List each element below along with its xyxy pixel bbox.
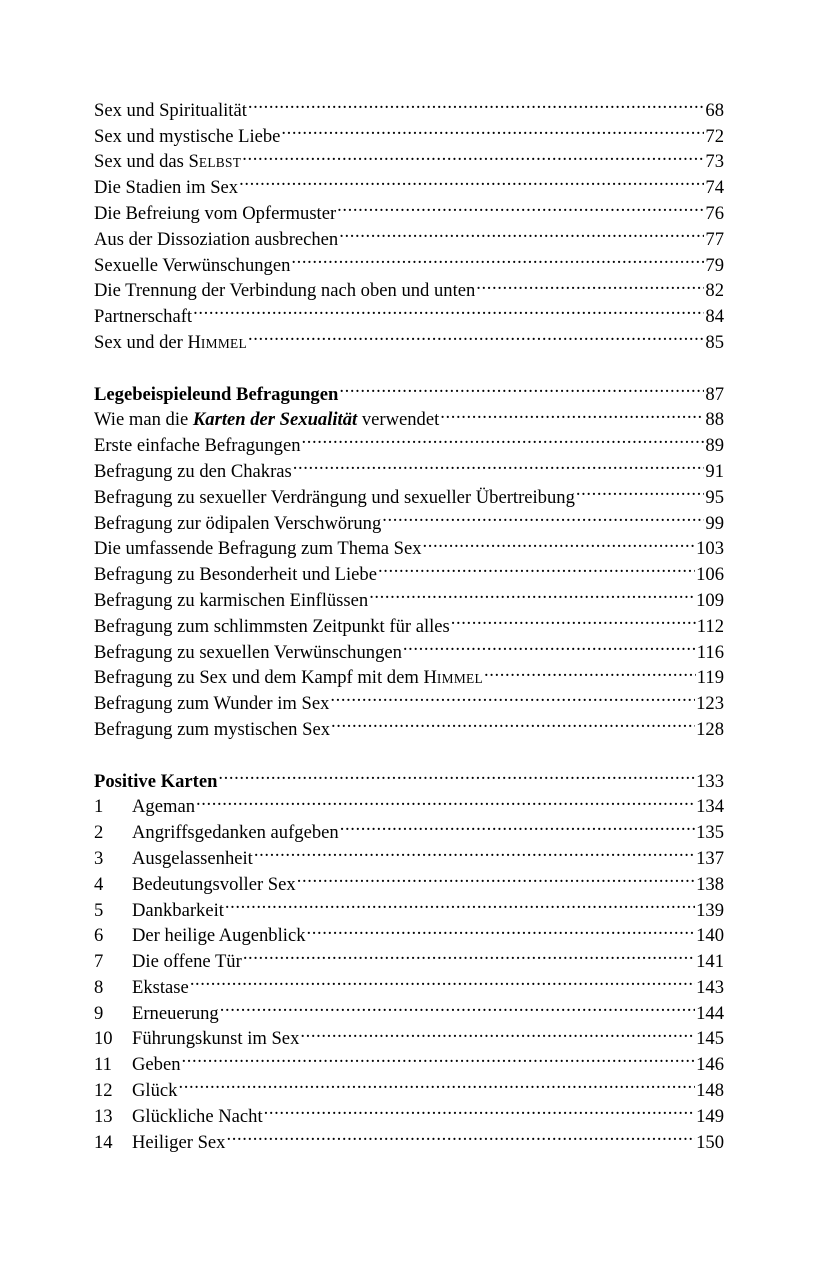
dot-leader <box>451 606 696 632</box>
section-heading-title: Legebeispieleund Befragungen <box>94 383 339 405</box>
section-heading-title: Positive Karten <box>94 770 218 792</box>
toc-entry-page: 85 <box>705 331 724 353</box>
toc-entry-page: 68 <box>705 99 724 121</box>
dot-leader <box>340 812 695 838</box>
card-number: 6 <box>94 925 104 947</box>
toc-entry-title <box>94 330 247 357</box>
section-heading-page: 87 <box>705 383 724 405</box>
card-number: 8 <box>94 976 104 998</box>
title-initial: S <box>188 151 199 173</box>
card-page: 144 <box>696 1002 724 1024</box>
toc-entry-page: 103 <box>696 538 724 560</box>
toc-entry-page: 119 <box>696 667 724 689</box>
dot-leader <box>331 709 695 735</box>
card-page: 137 <box>696 847 724 869</box>
card-title: Geben <box>132 1054 181 1076</box>
toc-entry-title: Befragung zum mystischen Sex <box>94 718 330 740</box>
toc-entry-page: 109 <box>696 589 724 611</box>
dot-leader <box>264 1096 695 1122</box>
toc-entry-page: 76 <box>705 202 724 224</box>
dot-leader <box>220 993 695 1019</box>
toc-entry-title: Partnerschaft <box>94 306 193 328</box>
dot-leader <box>337 193 704 219</box>
dot-leader <box>242 142 704 168</box>
toc-card-entry <box>94 1070 724 1102</box>
dot-leader <box>239 167 704 193</box>
dot-leader <box>339 374 704 400</box>
dot-leader <box>248 322 704 348</box>
dot-leader <box>243 941 695 967</box>
toc-entry <box>94 90 724 121</box>
card-page: 138 <box>696 873 724 895</box>
toc-entry-page: 116 <box>696 641 724 663</box>
dot-leader <box>281 116 704 142</box>
toc-section-heading <box>94 374 724 405</box>
card-number: 11 <box>94 1054 112 1076</box>
card-number: 2 <box>94 822 104 844</box>
dot-leader <box>302 425 705 451</box>
toc-entry-title: Sex und Spiritualität <box>94 99 247 121</box>
card-title: Ekstase <box>132 976 189 998</box>
card-page: 146 <box>696 1054 724 1076</box>
toc-entry-page: 74 <box>705 177 724 199</box>
card-number: 4 <box>94 873 104 895</box>
card-page: 150 <box>696 1131 724 1153</box>
toc-entry-title: Erste einfache Befragungen <box>94 435 301 457</box>
toc-entry-page: 99 <box>705 512 724 534</box>
card-page: 140 <box>696 925 724 947</box>
toc-entry-title: Befragung zu karmischen Einflüssen <box>94 589 369 611</box>
card-page: 135 <box>696 822 724 844</box>
card-page: 134 <box>696 796 724 818</box>
dot-leader <box>190 967 695 993</box>
dot-leader <box>378 554 695 580</box>
dot-leader <box>178 1070 695 1096</box>
dot-leader <box>293 451 705 477</box>
toc-entry-title: Die Trennung der Verbindung nach oben und unten <box>94 280 476 302</box>
dot-leader <box>339 219 704 245</box>
card-title: Ausgelassenheit <box>132 847 253 869</box>
toc-entry-title: Befragung zu sexueller Verdrängung und sexueller Übertreibung <box>94 486 575 508</box>
dot-leader <box>440 400 704 426</box>
dot-leader <box>330 683 695 709</box>
dot-leader <box>297 864 695 890</box>
toc-entry-title: Die Befreiung vom Opfermuster <box>94 202 337 224</box>
dot-leader <box>576 477 705 503</box>
toc-entry-page: 91 <box>705 460 724 482</box>
toc-entry-page: 88 <box>705 409 724 431</box>
toc-entry-page: 73 <box>705 151 724 173</box>
dot-leader <box>182 1044 696 1070</box>
card-title: Bedeutungsvoller Sex <box>132 873 296 895</box>
card-title: Erneuerung <box>132 1002 219 1024</box>
title-text: Sex und das <box>94 151 189 173</box>
card-number: 13 <box>94 1105 113 1127</box>
card-title: Glückliche Nacht <box>132 1105 263 1127</box>
dot-leader <box>307 916 696 942</box>
toc-card-entry <box>94 1044 724 1076</box>
title-small-caps: ELBST <box>198 155 242 171</box>
table-of-contents <box>94 90 724 1153</box>
card-title: Dankbarkeit <box>132 899 224 921</box>
card-title: Ageman <box>132 796 195 818</box>
toc-entry-page: 72 <box>705 125 724 147</box>
title-text: Sex und der <box>94 331 188 353</box>
title-text: Wie man die <box>94 409 193 431</box>
card-title: Heiliger Sex <box>132 1131 226 1153</box>
title-emphasis: Karten der Sexualität <box>192 409 358 431</box>
dot-leader <box>476 271 704 297</box>
card-page: 145 <box>696 1028 724 1050</box>
toc-entry-title: Sex und mystische Liebe <box>94 125 281 147</box>
dot-leader <box>196 787 695 813</box>
dot-leader <box>291 245 704 271</box>
toc-entry-page: 82 <box>705 280 724 302</box>
title-text: verwendet <box>357 409 440 431</box>
dot-leader <box>225 890 695 916</box>
card-number: 3 <box>94 847 104 869</box>
title-small-caps: IMMEL <box>200 335 247 351</box>
title-initial: H <box>187 331 201 353</box>
card-page: 141 <box>696 951 724 973</box>
card-number: 9 <box>94 1002 104 1024</box>
card-number: 14 <box>94 1131 113 1153</box>
card-number: 5 <box>94 899 104 921</box>
toc-entry-page: 112 <box>696 615 724 637</box>
dot-leader <box>218 761 695 787</box>
card-page: 148 <box>696 1080 724 1102</box>
dot-leader <box>248 90 705 116</box>
dot-leader <box>369 580 695 606</box>
toc-entry-page: 77 <box>705 228 724 250</box>
card-title: Führungskunst im Sex <box>132 1028 300 1050</box>
toc-card-entry <box>94 1096 724 1127</box>
dot-leader <box>423 529 696 555</box>
toc-entry-page: 106 <box>696 564 724 586</box>
card-number: 10 <box>94 1028 113 1050</box>
section-heading-page: 133 <box>696 770 724 792</box>
toc-entry-title: Befragung zum schlimmsten Zeitpunkt für alles <box>94 615 450 637</box>
toc-section-heading <box>94 761 724 792</box>
title-text: Befragung zu Sex und dem Kampf mit dem <box>94 667 424 689</box>
toc-entry-page: 89 <box>705 435 724 457</box>
card-page: 143 <box>696 976 724 998</box>
toc-entry-title: Befragung zur ödipalen Verschwörung <box>94 512 382 534</box>
dot-leader <box>403 632 696 658</box>
toc-entry-page: 123 <box>696 693 724 715</box>
dot-leader <box>484 658 696 684</box>
toc-entry-page: 128 <box>696 718 724 740</box>
toc-entry-title: Die Stadien im Sex <box>94 177 239 199</box>
dot-leader <box>226 1122 695 1148</box>
card-page: 139 <box>696 899 724 921</box>
toc-entry-page: 84 <box>705 306 724 328</box>
dot-leader <box>254 838 695 864</box>
toc-entry-title: Aus der Dissoziation ausbrechen <box>94 228 339 250</box>
dot-leader <box>193 296 704 322</box>
toc-entry-page: 95 <box>705 486 724 508</box>
card-title: Die offene Tür <box>132 951 242 973</box>
toc-entry-title: Befragung zu Besonderheit und Liebe <box>94 564 377 586</box>
toc-entry-title <box>94 149 241 176</box>
toc-entry-title: Die umfassende Befragung zum Thema Sex <box>94 538 422 560</box>
toc-entry-title: Befragung zu den Chakras <box>94 460 292 482</box>
toc-entry-title: Befragung zum Wunder im Sex <box>94 693 330 715</box>
card-number: 7 <box>94 951 104 973</box>
card-number: 12 <box>94 1080 113 1102</box>
card-number: 1 <box>94 796 104 818</box>
title-initial: H <box>423 667 437 689</box>
card-title: Der heilige Augenblick <box>132 925 306 947</box>
dot-leader <box>382 503 704 529</box>
toc-entry-title: Sexuelle Verwünschungen <box>94 254 291 276</box>
dot-leader <box>300 1019 695 1045</box>
card-title: Angriffsgedanken aufgeben <box>132 822 339 844</box>
card-title: Glück <box>132 1080 178 1102</box>
card-page: 149 <box>696 1105 724 1127</box>
title-small-caps: IMMEL <box>436 671 483 687</box>
toc-entry-page: 79 <box>705 254 724 276</box>
toc-entry-title: Befragung zu sexuellen Verwünschungen <box>94 641 402 663</box>
